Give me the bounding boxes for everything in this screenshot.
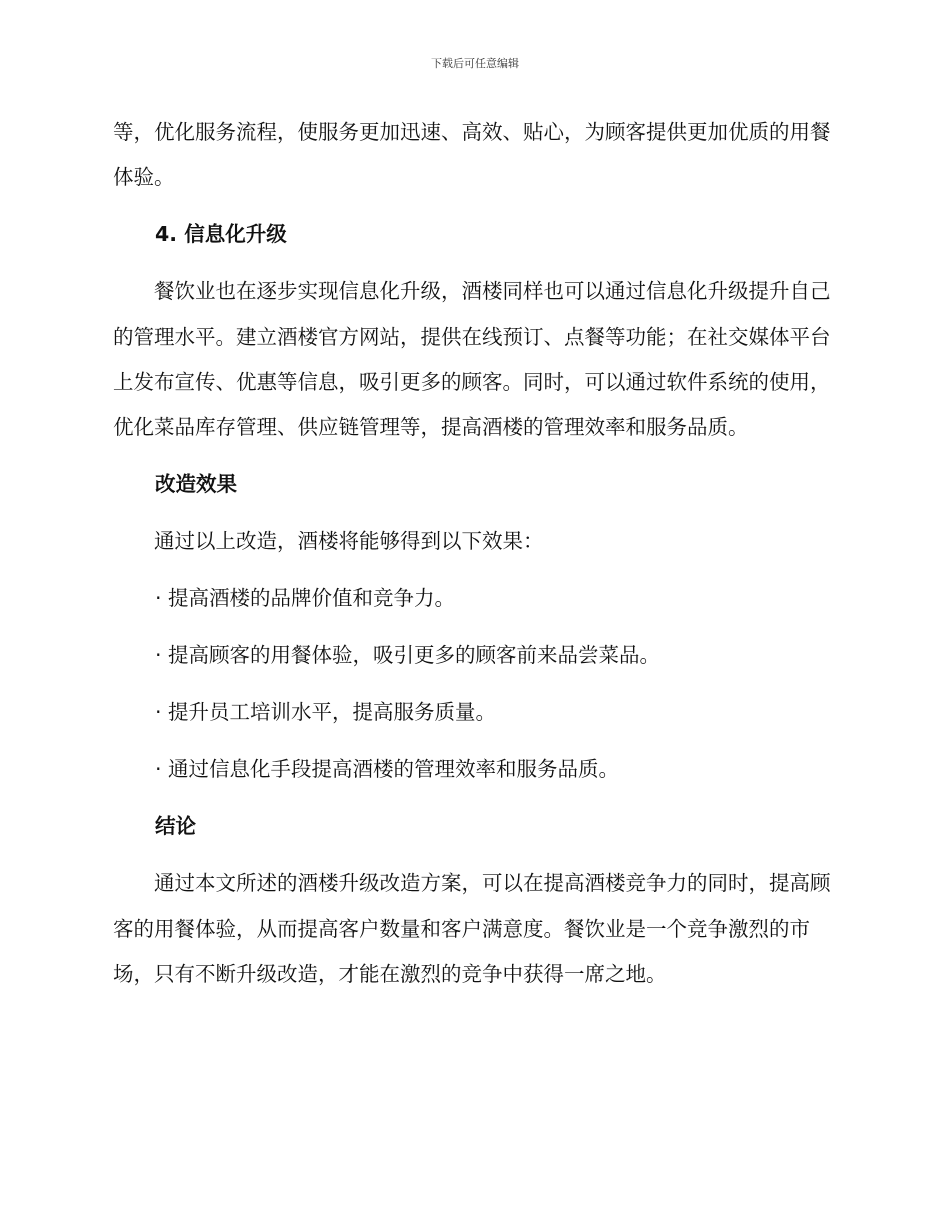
document-body (113, 110, 835, 997)
paragraph-conclusion: 通过本文所述的酒楼升级改造方案，可以在提高酒楼竞争力的同时，提高顾客的用餐体验，从而提高客户数量和客户满意度。餐饮业是一个竞争激烈的市场，只有不断升级改造，才能在激烈的竞争中获得一席之地。 (113, 871, 831, 986)
list-item: · 提升员工培训水平，提高服务质量。 (155, 700, 497, 725)
paragraph-info-upgrade: 餐饮业也在逐步实现信息化升级，酒楼同样也可以通过信息化升级提升自己的管理水平。建立酒楼官方网站，提供在线预订、点餐等功能；在社交媒体平台上发布宣传、优惠等信息，吸引更多的顾客。同时，可以通过软件系统的使用，优化菜品库存管理、供应链管理等，提高酒楼的管理效率和服务品质。 (113, 279, 831, 440)
list-item: · 提高顾客的用餐体验，吸引更多的顾客前来品尝菜品。 (155, 643, 661, 668)
list-item: · 提高酒楼的品牌价值和竞争力。 (155, 586, 456, 611)
section-heading-effects: 改造效果 (155, 472, 237, 497)
section-heading-info-upgrade: 4. 信息化升级 (155, 222, 287, 247)
section-heading-conclusion: 结论 (155, 814, 196, 839)
page-header: 下载后可任意编辑 (431, 57, 519, 70)
paragraph-effects-intro: 通过以上改造，酒楼将能够得到以下效果： (154, 529, 544, 554)
list-item: · 通过信息化手段提高酒楼的管理效率和服务品质。 (155, 757, 620, 782)
paragraph-continuation: 等，优化服务流程，使服务更加迅速、高效、贴心，为顾客提供更加优质的用餐体验。 (113, 120, 831, 190)
